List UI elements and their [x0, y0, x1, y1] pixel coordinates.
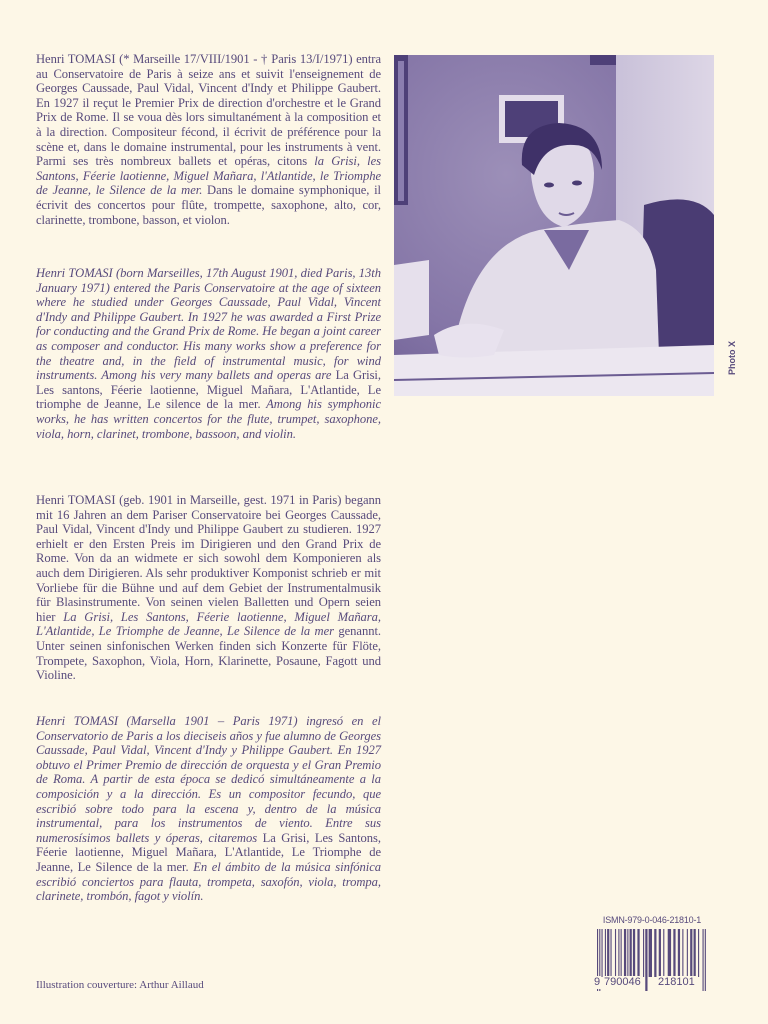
biography-german — [36, 493, 381, 683]
biography-french — [36, 52, 381, 227]
barcode-bar — [678, 929, 680, 977]
biography-german-works: La Grisi, Les Santons, Féerie laotienne, Miguel Mañara, L'Atlantide, Le Triomphe de Jeanne, Le Silence de la mer — [36, 609, 382, 639]
portrait-illustration — [394, 55, 714, 396]
barcode-bar — [615, 929, 616, 977]
barcode-bar — [705, 929, 706, 991]
biography-column — [36, 52, 381, 952]
biography-spanish-works: La Grisi, Les Santons, Féerie laotienne, Miguel Mañara, L'Atlantide, Le Triomphe de Jeanne, Le Silence de la mer. — [36, 830, 381, 874]
biography-german-lead: Henri TOMASI (geb. 1901 in Marseille, gest. 1971 in Paris) begann mit 16 Jahren an dem Pariser Conservatoire bei Georges Caussade, Paul Vidal, Vincent d'Indy und Philippe Gaubert zu studieren. 1927 erhielt er den Ersten Preis im Dirigieren und den Grand Prix de Rome. Von da an widmete er sich sowohl dem Komponieren als auch dem Dirigieren. Als sehr produktiver Komponist schrieb er mit Vorliebe für die Bühne und auf dem Gebiet der Instrumentalmusik für Blasinstrumente. Von seinen vielen Balletten und Opern seien hier — [36, 493, 381, 624]
barcode-bar — [645, 929, 647, 991]
barcode-bar — [643, 929, 644, 977]
barcode-bar — [624, 929, 626, 977]
barcode-bar — [703, 929, 704, 991]
barcode-bar — [682, 929, 683, 977]
biography-french-lead: Henri TOMASI (* Marseille 17/VIII/1901 - † Paris 13/I/1971) entra au Conservatoire de Paris à seize ans et suivit l'enseignement de Georges Caussade, Paul Vidal, Vincent d'Indy et Philippe Gaubert. En 1927 il reçut le Premier Prix de direction d'orchestre et le Grand Prix de Rome. Il se voua dès lors simultanément à la composition et à la direction. Compositeur fécond, il écrivit de préférence pour la scène et, dans le domaine instrumental, pour les instruments à vent. Parmi ses très nombreux ballets et opéras, citons — [36, 52, 381, 169]
biography-english — [36, 266, 381, 441]
biography-spanish-tail: En el ámbito de la música sinfónica escribió conciertos para flauta, trompeta, saxofón, viola, trompa, clarinete, trombón, fagot y violín. — [36, 859, 381, 904]
barcode-bar — [630, 929, 632, 977]
barcode-bar — [690, 929, 692, 977]
barcode-bar — [659, 929, 661, 977]
barcode-bar — [618, 929, 619, 977]
barcode-bar — [668, 929, 671, 977]
barcode-bar — [637, 929, 639, 977]
barcode-bar — [610, 929, 611, 977]
barcode-bar — [627, 929, 628, 977]
biography-french-tail: Dans le domaine symphonique, il écrivit des concertos pour flûte, trompette, saxophone, alto, cor, clarinette, trombone, basson, et violon. — [36, 183, 381, 227]
illustration-credit: Illustration couverture: Arthur Aillaud — [36, 979, 204, 991]
biography-french-works: la Grisi, les Santons, Féerie laotienne, Miguel Mañara, l'Atlantide, le Triomphe de Jeanne, le Silence de la mer. — [36, 154, 381, 198]
barcode-bar — [605, 929, 606, 977]
composer-portrait-photo — [394, 55, 714, 396]
barcode-bar — [601, 929, 602, 977]
biography-spanish-lead: Henri TOMASI (Marsella 1901 – Paris 1971) ingresó en el Conservatorio de Paris a los dieciseis años y fue alumno de Georges Caussade, Paul Vidal, Vincent d'Indy y Philippe Gaubert. En 1927 obtuvo el Primer Premio de dirección de orquesta y el Gran Premio de Roma. A partir de esta época se dedicó simultáneamente a la composición y a la dirección. Es un compositor fecundo, que escribió sobre todo para la escena y, dentro de la música instrumental, para los instrumentos de viento. Entre sus numerosísimos ballets y óperas, citaremos — [36, 714, 381, 845]
barcode-block — [591, 915, 713, 995]
barcode-bar — [607, 929, 609, 977]
barcode-digit-first: 9 — [594, 976, 601, 988]
barcode-bar — [673, 929, 675, 977]
photo-left-papers — [394, 260, 429, 340]
biography-english-tail: Among his symphonic works, he has written concertos for the flute, trumpet, saxophone, viola, horn, clarinet, trombone, bassoon, and violin. — [36, 397, 381, 441]
barcode-digits-left: 790046 — [604, 976, 641, 988]
barcode-digits-right: 218101 — [658, 976, 695, 988]
photo-credit: Photo X — [727, 341, 737, 375]
biography-german-tail: genannt. Unter seinen sinfonischen Werken finden sich Konzerte für Flöte, Trompete, Saxophon, Viola, Horn, Klarinette, Posaune, Fagott und Violine. — [36, 624, 381, 683]
barcode-bar — [633, 929, 635, 977]
barcode-bar — [663, 929, 664, 977]
biography-english-works: La Grisi, Les santons, Féerie laotienne, Miguel Mañara, L'Atlantide, Le triomphe de Jeanne, Le silence de la mer. — [36, 368, 381, 412]
barcode-bar — [649, 929, 652, 977]
ismn-label: ISMN-979-0-046-21810-1 — [602, 915, 702, 925]
barcode-bar — [654, 929, 656, 977]
barcode-bar — [621, 929, 622, 977]
barcode-bar — [698, 929, 699, 977]
biography-spanish — [36, 714, 381, 904]
barcode-bar — [694, 929, 696, 977]
barcode-bar — [687, 929, 688, 977]
biography-english-lead: Henri TOMASI (born Marseilles, 17th August 1901, died Paris, 13th January 1971) entered the Paris Conservatoire at the age of sixteen where he studied under Georges Caussade, Paul Vidal, Vincent d'Indy and Philippe Gaubert. In 1927 he was awarded a First Prize for conducting and the Grand Prix de Rome. He began a joint career as composer and conductor. His many works show a preference for the theatre and, in the field of instrumental music, for wind instruments. Among his very many ballets and operas are — [36, 266, 381, 383]
